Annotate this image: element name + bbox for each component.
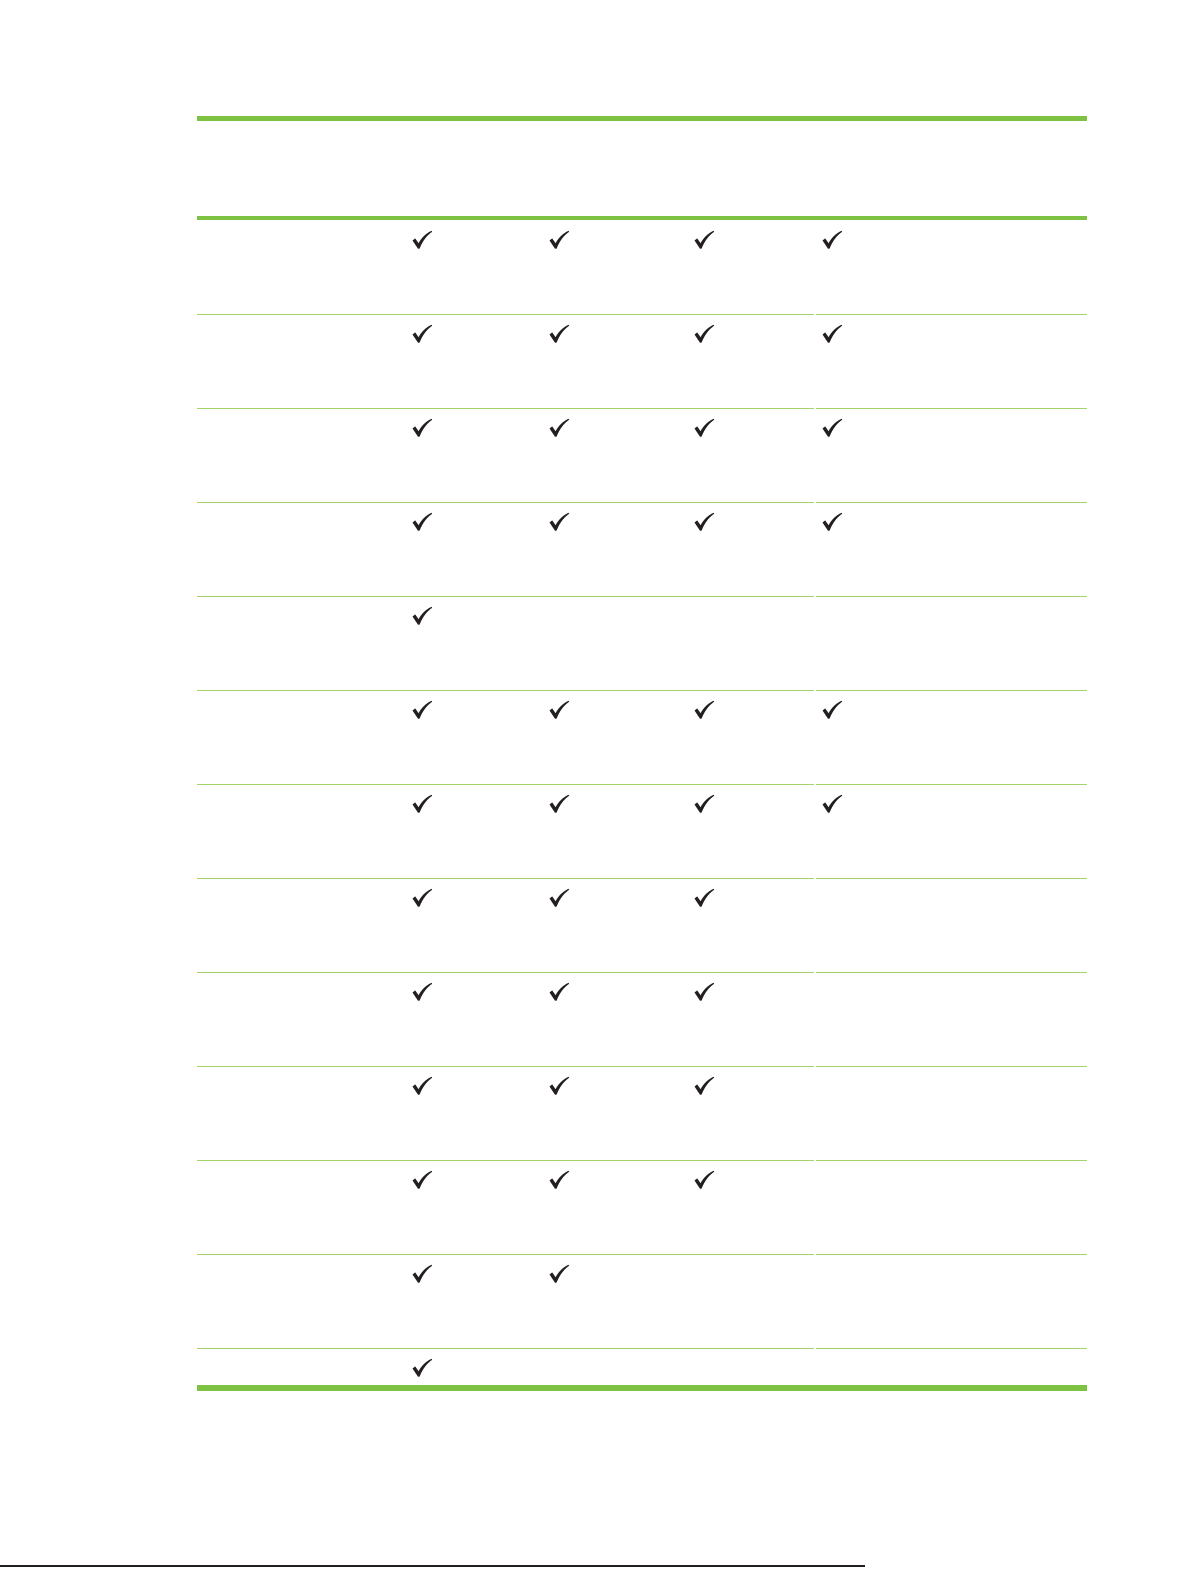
checkmark-icon [411, 418, 433, 438]
table-row [197, 408, 1087, 502]
checkmark-icon [411, 512, 433, 532]
column-divider [814, 220, 816, 1385]
table-header-row [197, 121, 1087, 216]
row-separator [197, 502, 1087, 503]
checkmark-icon [411, 1170, 433, 1190]
checkmark-icon [693, 982, 715, 1002]
checkmark-icon [821, 794, 843, 814]
checkmark-icon [411, 324, 433, 344]
row-separator [197, 1348, 1087, 1349]
compatibility-table [197, 116, 1087, 1393]
checkmark-icon [411, 1264, 433, 1284]
row-separator [197, 1254, 1087, 1255]
row-separator [197, 784, 1087, 785]
row-separator [197, 972, 1087, 973]
checkmark-icon [693, 512, 715, 532]
checkmark-icon [821, 418, 843, 438]
row-separator [197, 596, 1087, 597]
checkmark-icon [693, 888, 715, 908]
checkmark-icon [411, 888, 433, 908]
checkmark-icon [411, 1076, 433, 1096]
row-separator [197, 1066, 1087, 1067]
row-separator [197, 878, 1087, 879]
checkmark-icon [411, 1358, 433, 1378]
checkmark-icon [411, 794, 433, 814]
checkmark-icon [548, 700, 570, 720]
table-row [197, 1160, 1087, 1254]
checkmark-icon [693, 324, 715, 344]
table-row [197, 314, 1087, 408]
checkmark-icon [821, 700, 843, 720]
table-row [197, 1254, 1087, 1348]
row-separator [197, 314, 1087, 315]
checkmark-icon [548, 888, 570, 908]
table-row [197, 596, 1087, 690]
checkmark-icon [548, 1264, 570, 1284]
table-bottom-rule [197, 1385, 1087, 1391]
checkmark-icon [693, 1170, 715, 1190]
checkmark-icon [548, 324, 570, 344]
table-row [197, 1348, 1087, 1390]
checkmark-icon [548, 982, 570, 1002]
checkmark-icon [821, 230, 843, 250]
checkmark-icon [693, 418, 715, 438]
table-row [197, 502, 1087, 596]
checkmark-icon [411, 606, 433, 626]
checkmark-icon [548, 512, 570, 532]
row-separator [197, 690, 1087, 691]
table-row [197, 690, 1087, 784]
table-row [197, 878, 1087, 972]
table-row [197, 972, 1087, 1066]
row-separator [197, 408, 1087, 409]
checkmark-icon [821, 324, 843, 344]
checkmark-icon [411, 700, 433, 720]
table-row [197, 784, 1087, 878]
checkmark-icon [548, 794, 570, 814]
footer-rule [0, 1565, 865, 1567]
checkmark-icon [821, 512, 843, 532]
checkmark-icon [411, 982, 433, 1002]
table-row [197, 1066, 1087, 1160]
checkmark-icon [693, 1076, 715, 1096]
checkmark-icon [693, 700, 715, 720]
checkmark-icon [548, 418, 570, 438]
checkmark-icon [411, 230, 433, 250]
checkmark-icon [548, 1170, 570, 1190]
checkmark-icon [693, 794, 715, 814]
row-separator [197, 1160, 1087, 1161]
checkmark-icon [548, 1076, 570, 1096]
checkmark-icon [548, 230, 570, 250]
checkmark-icon [693, 230, 715, 250]
table-row [197, 220, 1087, 314]
